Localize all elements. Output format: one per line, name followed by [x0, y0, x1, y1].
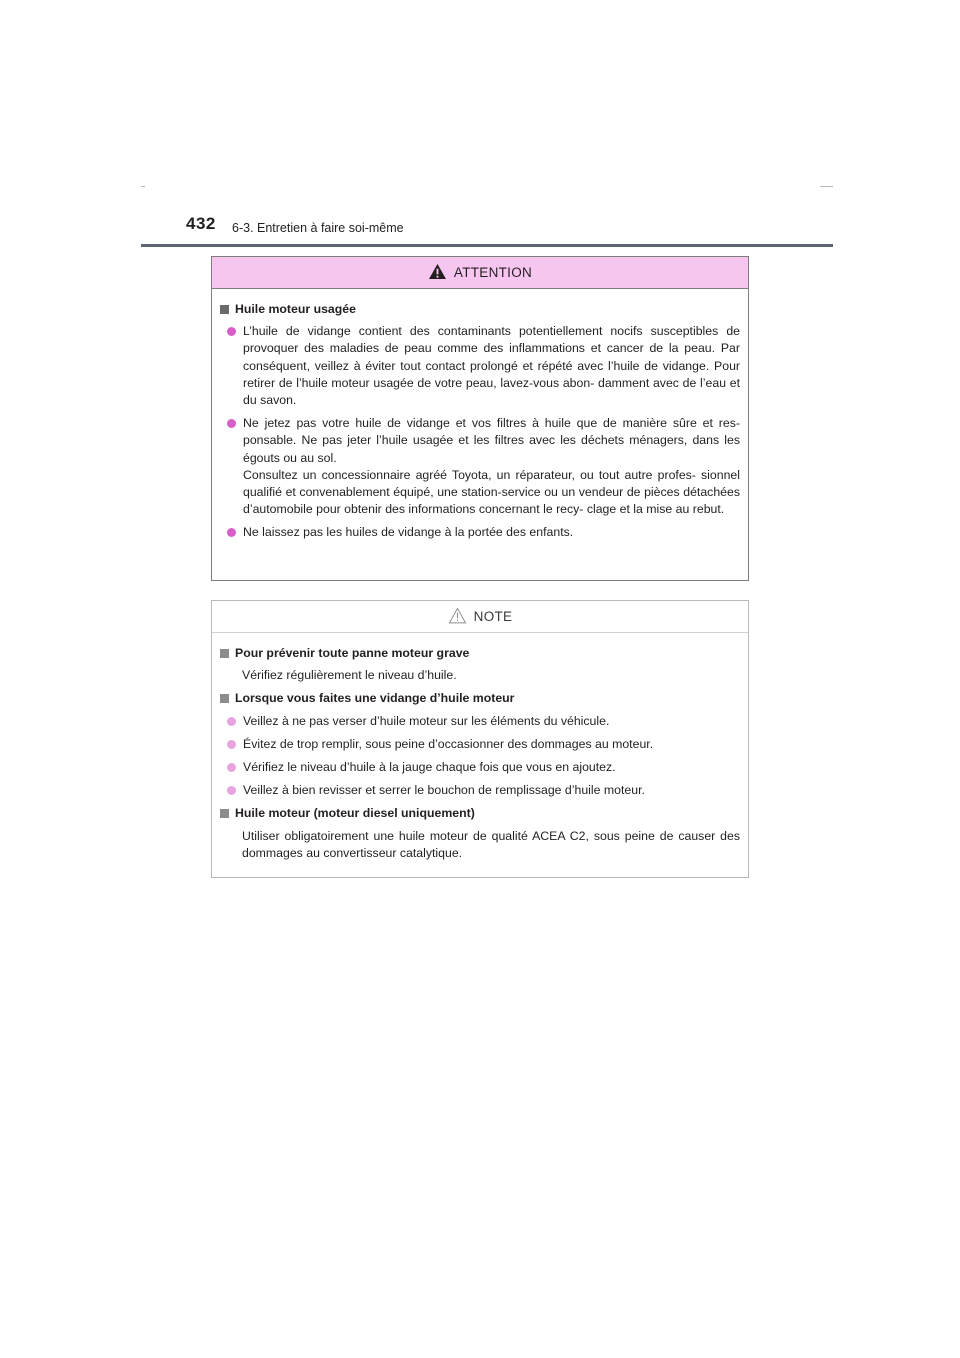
list-item	[227, 759, 740, 776]
bullet-text: Vérifiez le niveau d’huile à la jauge chaque fois que vous en ajoutez.	[243, 760, 616, 775]
note-heading-text: Huile moteur (moteur diesel uniquement)	[235, 806, 475, 821]
note-heading-text: Lorsque vous faites une vidange d’huile moteur	[235, 691, 515, 706]
note-text: Utiliser obligatoirement une huile moteur de qualité ACEA C2, sous peine de causer des dommages au convertisseur catalytique.	[242, 828, 740, 860]
attention-heading-text: Huile moteur usagée	[235, 302, 356, 316]
round-bullet-icon	[227, 528, 236, 537]
header-divider	[141, 244, 833, 247]
square-bullet-icon	[220, 305, 229, 314]
note-title: NOTE	[473, 609, 513, 624]
list-item	[227, 323, 740, 409]
square-bullet-icon	[220, 649, 229, 658]
list-item	[227, 524, 740, 541]
page-header	[0, 0, 960, 250]
round-bullet-icon	[227, 717, 236, 726]
note-box	[211, 600, 749, 878]
note-header	[212, 601, 748, 633]
bullet-text: Ne laissez pas les huiles de vidange à la portée des enfants.	[243, 525, 574, 540]
list-item	[227, 736, 740, 753]
attention-heading	[220, 301, 740, 318]
attention-header	[212, 257, 748, 289]
note-body	[212, 633, 748, 862]
note-heading	[220, 645, 740, 662]
note-text: Vérifiez régulièrement le niveau d’huile.	[242, 668, 457, 683]
note-heading-text: Pour prévenir toute panne moteur grave	[235, 646, 470, 660]
attention-title: ATTENTION	[453, 265, 533, 280]
round-bullet-icon	[227, 763, 236, 772]
bullet-text: L’huile de vidange contient des contaminants potentiellement nocifs susceptibles de provoquer des maladies de peau comme des inflammations et cancer de la peau. Par conséquent, veillez à éviter tout contact prolongé et répété avec l’huile de vidange. Pour retirer de l’huile moteur usagée de votre peau, lavez-vous abon- damment avec de l’eau et du savon.	[243, 324, 740, 408]
round-bullet-icon	[227, 786, 236, 795]
note-heading	[220, 805, 740, 822]
round-bullet-icon	[227, 327, 236, 336]
bullet-text: Évitez de trop remplir, sous peine d’occasionner des dommages au moteur.	[243, 736, 654, 751]
list-item	[227, 782, 740, 799]
warning-triangle-icon	[428, 263, 447, 280]
list-item	[227, 415, 740, 518]
square-bullet-icon	[220, 809, 229, 818]
note-heading	[220, 690, 740, 707]
bullet-text: Veillez à ne pas verser d’huile moteur sur les éléments du véhicule.	[243, 713, 610, 728]
list-item	[227, 713, 740, 730]
bullet-text: Veillez à bien revisser et serrer le bouchon de remplissage d’huile moteur.	[243, 783, 645, 798]
round-bullet-icon	[227, 419, 236, 428]
square-bullet-icon	[220, 694, 229, 703]
page-number: 432	[186, 214, 216, 233]
bullet-text: Ne jetez pas votre huile de vidange et vos filtres à huile que de manière sûre et res- ponsable. Ne pas jeter l’huile usagée et les filtres avec les déchets ménagers, dans les égouts ou au sol.	[243, 416, 740, 465]
caution-triangle-icon	[448, 607, 467, 624]
round-bullet-icon	[227, 740, 236, 749]
attention-box	[211, 256, 749, 581]
section-title: 6-3. Entretien à faire soi-même	[232, 221, 404, 235]
bullet-continuation-text: Consultez un concessionnaire agréé Toyota, un réparateur, ou tout autre profes- sionnel qualifié et convenablement équipé, une station-service ou un vendeur de pièces détachées d’automobile pour obtenir des informations concernant le recy- clage et la mise au rebut.	[243, 467, 740, 517]
attention-body	[212, 289, 748, 542]
